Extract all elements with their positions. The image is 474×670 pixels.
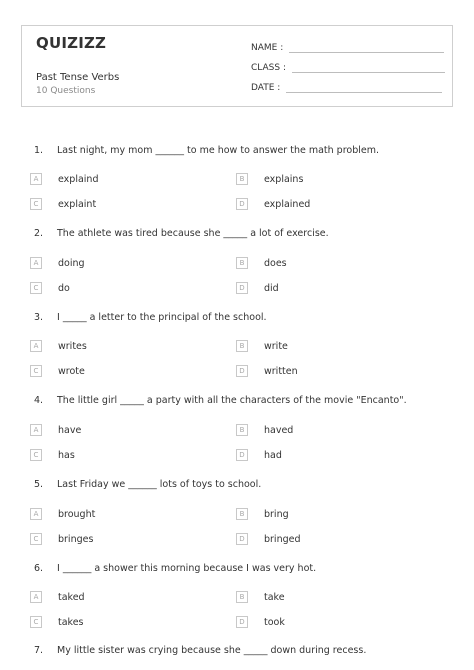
- option-text: doing: [58, 257, 85, 269]
- date-label: DATE :: [251, 83, 281, 93]
- worksheet-header: [21, 25, 453, 107]
- question-5: [34, 479, 261, 490]
- question-text: The athlete was tired because she _____ a lot of exercise.: [57, 228, 329, 239]
- option-letter-box: D: [236, 449, 248, 461]
- class-line[interactable]: [292, 62, 445, 73]
- option-letter-box: B: [236, 424, 248, 436]
- option-letter-box: D: [236, 616, 248, 628]
- option-4d[interactable]: [236, 449, 282, 461]
- option-1d[interactable]: [236, 198, 310, 210]
- option-letter-box: A: [30, 591, 42, 603]
- option-letter-box: D: [236, 365, 248, 377]
- question-text: I _____ a letter to the principal of the school.: [57, 312, 267, 323]
- class-label: CLASS :: [251, 63, 286, 73]
- option-text: haved: [264, 424, 294, 436]
- option-4a[interactable]: [30, 424, 81, 436]
- option-letter-box: C: [30, 198, 42, 210]
- option-2c[interactable]: [30, 282, 70, 294]
- option-5d[interactable]: [236, 533, 301, 545]
- option-letter-box: C: [30, 365, 42, 377]
- question-number: 6.: [34, 563, 44, 574]
- option-text: did: [264, 282, 279, 294]
- option-letter-box: C: [30, 449, 42, 461]
- option-5c[interactable]: [30, 533, 93, 545]
- option-text: have: [58, 424, 82, 436]
- question-2: [34, 228, 329, 239]
- option-letter-box: C: [30, 533, 42, 545]
- name-line[interactable]: [289, 42, 444, 53]
- question-text: Last night, my mom ______ to me how to answer the math problem.: [57, 145, 380, 156]
- option-text: took: [264, 616, 285, 628]
- option-text: written: [264, 365, 298, 377]
- question-number: 4.: [34, 395, 44, 406]
- option-letter-box: A: [30, 508, 42, 520]
- option-6a[interactable]: [30, 591, 85, 603]
- option-letter-box: A: [30, 424, 42, 436]
- option-4c[interactable]: [30, 449, 75, 461]
- option-text: bring: [264, 508, 289, 520]
- option-4b[interactable]: [236, 424, 293, 436]
- question-number: 1.: [34, 145, 44, 156]
- name-field[interactable]: [251, 42, 444, 53]
- question-text: The little girl _____ a party with all the characters of the movie "Encanto".: [57, 395, 407, 406]
- question-7: [34, 645, 366, 656]
- option-text: explained: [264, 198, 311, 210]
- option-3a[interactable]: [30, 340, 87, 352]
- option-letter-box: B: [236, 340, 248, 352]
- option-letter-box: C: [30, 282, 42, 294]
- option-text: bringed: [264, 533, 301, 545]
- date-line[interactable]: [286, 82, 442, 93]
- option-3c[interactable]: [30, 365, 85, 377]
- option-letter-box: C: [30, 616, 42, 628]
- option-1b[interactable]: [236, 173, 303, 185]
- question-4: [34, 395, 407, 406]
- option-2a[interactable]: [30, 257, 85, 269]
- option-text: does: [264, 257, 287, 269]
- option-letter-box: A: [30, 173, 42, 185]
- date-field[interactable]: [251, 82, 442, 93]
- option-6c[interactable]: [30, 616, 84, 628]
- option-6b[interactable]: [236, 591, 285, 603]
- option-6d[interactable]: [236, 616, 285, 628]
- question-text: I ______ a shower this morning because I was very hot.: [57, 563, 317, 574]
- option-text: wrote: [58, 365, 85, 377]
- option-text: writes: [58, 340, 87, 352]
- option-text: do: [58, 282, 70, 294]
- option-text: explaint: [58, 198, 97, 210]
- option-letter-box: B: [236, 591, 248, 603]
- option-text: takes: [58, 616, 84, 628]
- worksheet-title: Past Tense Verbs: [36, 72, 120, 83]
- option-letter-box: D: [236, 533, 248, 545]
- name-label: NAME :: [251, 43, 284, 53]
- option-letter-box: A: [30, 340, 42, 352]
- question-text: My little sister was crying because she _____ down during recess.: [57, 645, 367, 656]
- question-3: [34, 312, 267, 323]
- option-text: write: [264, 340, 288, 352]
- option-1c[interactable]: [30, 198, 96, 210]
- option-text: explains: [264, 173, 304, 185]
- option-letter-box: B: [236, 508, 248, 520]
- option-text: explaind: [58, 173, 99, 185]
- option-text: taked: [58, 591, 85, 603]
- option-letter-box: D: [236, 282, 248, 294]
- option-5a[interactable]: [30, 508, 95, 520]
- class-field[interactable]: [251, 62, 445, 73]
- option-text: take: [264, 591, 285, 603]
- option-text: had: [264, 449, 282, 461]
- question-6: [34, 563, 316, 574]
- option-5b[interactable]: [236, 508, 289, 520]
- option-letter-box: A: [30, 257, 42, 269]
- quizizz-logo: QUIZIZZ: [36, 34, 107, 52]
- question-number: 5.: [34, 479, 44, 490]
- question-number: 7.: [34, 645, 44, 656]
- option-2d[interactable]: [236, 282, 279, 294]
- option-letter-box: B: [236, 257, 248, 269]
- question-number: 3.: [34, 312, 44, 323]
- option-text: bringes: [58, 533, 94, 545]
- question-text: Last Friday we ______ lots of toys to school.: [57, 479, 262, 490]
- option-2b[interactable]: [236, 257, 287, 269]
- option-3d[interactable]: [236, 365, 298, 377]
- option-letter-box: D: [236, 198, 248, 210]
- question-number: 2.: [34, 228, 44, 239]
- option-text: has: [58, 449, 75, 461]
- option-text: brought: [58, 508, 96, 520]
- option-3b[interactable]: [236, 340, 288, 352]
- option-letter-box: B: [236, 173, 248, 185]
- question-1: [34, 145, 379, 156]
- option-1a[interactable]: [30, 173, 98, 185]
- worksheet-subtitle: 10 Questions: [36, 86, 96, 96]
